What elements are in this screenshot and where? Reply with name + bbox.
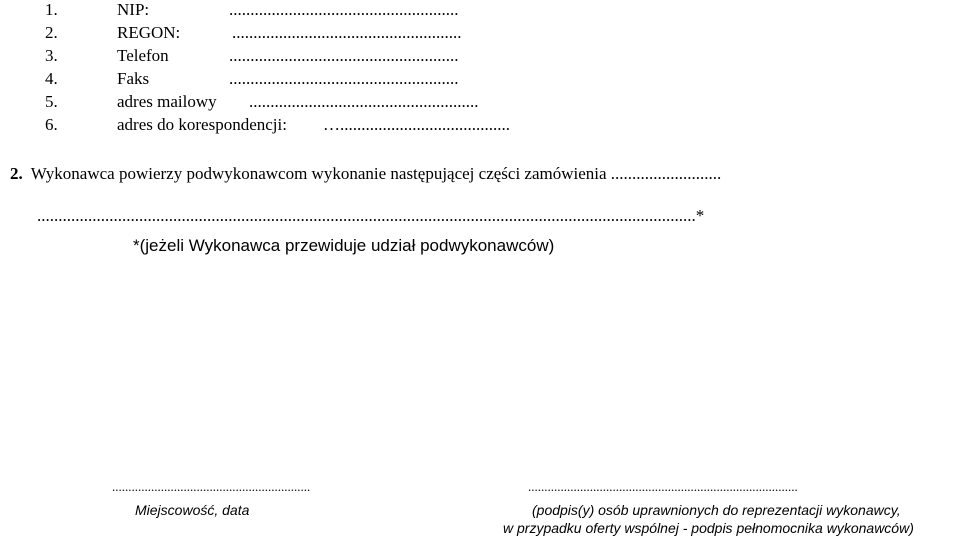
field-dots: ...................................................... [229, 0, 459, 19]
field-number: 6. [45, 115, 58, 134]
field-number: 5. [45, 92, 58, 111]
subcontract-dots-line: ...........................................................................................................................................................* [37, 206, 705, 225]
field-dots: ...................................................... [232, 23, 462, 42]
field-label: adres mailowy [117, 92, 217, 111]
footnote: *(jeżeli Wykonawca przewiduje udział podwykonawców) [133, 236, 555, 255]
field-label: Telefon [117, 46, 169, 65]
field-number: 4. [45, 69, 58, 88]
section-number: 2. [10, 164, 23, 183]
field-label: adres do korespondencji: [117, 115, 287, 134]
field-dots: ...................................................... [229, 46, 459, 65]
field-number: 2. [45, 23, 58, 42]
section-subcontractor [10, 163, 721, 185]
field-number: 1. [45, 0, 58, 19]
signature-caption-line-2: w przypadku oferty wspólnej - podpis pełnomocnika wykonawców) [503, 520, 914, 536]
field-dots: ...................................................... [229, 69, 459, 88]
section-text: Wykonawca powierzy podwykonawcom wykonanie następującej części zamówienia .......................... [30, 164, 722, 183]
place-date-caption: Miejscowość, data [135, 502, 250, 518]
signature-dots: ................................................................................... [528, 479, 798, 494]
field-dots: …........................................ [323, 115, 510, 134]
field-number: 3. [45, 46, 58, 65]
field-dots: ...................................................... [249, 92, 479, 111]
place-date-dots: ............................................................. [112, 479, 311, 494]
field-label: REGON: [117, 23, 181, 42]
field-label: Faks [117, 69, 150, 88]
signature-caption-line-1: (podpis(y) osób uprawnionych do reprezentacji wykonawcy, [532, 502, 901, 518]
field-label: NIP: [117, 0, 150, 19]
